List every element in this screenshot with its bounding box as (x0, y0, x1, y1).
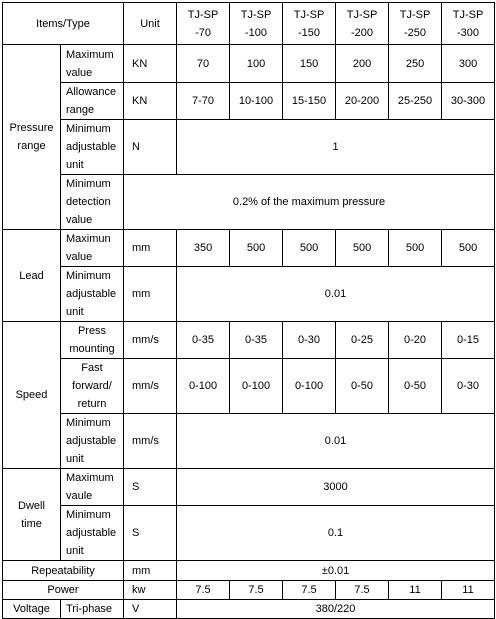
table-cell: 7-70 (177, 83, 230, 120)
table-row (3, 322, 495, 359)
table-cell: 11 (442, 581, 495, 600)
table-cell: 70 (177, 45, 230, 83)
merged-value-cell: 0.2% of the maximum pressure (124, 175, 495, 230)
table-row (3, 45, 495, 83)
merged-value-cell: 0.01 (177, 267, 495, 322)
table-cell: 0-100 (177, 359, 230, 414)
row-unit: S (124, 506, 177, 561)
group-pressure-range: Pressure range (3, 45, 61, 230)
row-unit: kw (124, 581, 177, 600)
table-cell: 0-30 (283, 322, 336, 359)
row-label: Maximum vaule (61, 469, 124, 506)
table-cell: 0-35 (230, 322, 283, 359)
table-cell: 0-20 (389, 322, 442, 359)
row-label-voltage: Voltage (3, 600, 61, 619)
table-cell: 7.5 (336, 581, 389, 600)
row-label-power: Power (3, 581, 124, 600)
table-cell: 7.5 (230, 581, 283, 600)
table-cell: 200 (336, 45, 389, 83)
table-row (3, 600, 495, 619)
row-label: Allowance range (61, 83, 124, 120)
table-row (3, 359, 495, 414)
table-cell: 30-300 (442, 83, 495, 120)
table-cell: 11 (389, 581, 442, 600)
table-cell: 250 (389, 45, 442, 83)
table-cell: 500 (283, 230, 336, 267)
table-cell: 0-100 (283, 359, 336, 414)
merged-value-cell: 3000 (177, 469, 495, 506)
row-unit: N (124, 120, 177, 175)
row-label: Maximum value (61, 45, 124, 83)
row-unit: mm/s (124, 322, 177, 359)
row-label: Minimum detection value (61, 175, 124, 230)
table-row (3, 175, 495, 230)
table-cell: 500 (230, 230, 283, 267)
table-cell: 0-30 (442, 359, 495, 414)
row-unit: mm (124, 561, 177, 581)
row-sublabel-tri-phase: Tri-phase (61, 600, 124, 619)
table-cell: 10-100 (230, 83, 283, 120)
table-cell: 0-25 (336, 322, 389, 359)
row-unit: V (124, 600, 177, 619)
table-row (3, 120, 495, 175)
header-model: TJ-SP -250 (389, 3, 442, 45)
table-cell: 500 (336, 230, 389, 267)
merged-value-cell: 380/220 (177, 600, 495, 619)
header-model: TJ-SP -300 (442, 3, 495, 45)
header-row (3, 3, 495, 45)
row-label: Fast forward/ return (61, 359, 124, 414)
table-row (3, 230, 495, 267)
table-cell: 0-35 (177, 322, 230, 359)
header-items-type: Items/Type (3, 3, 124, 45)
row-unit: KN (124, 45, 177, 83)
table-cell: 0-50 (336, 359, 389, 414)
table-row (3, 469, 495, 506)
table-cell: 500 (442, 230, 495, 267)
row-label: Maximun value (61, 230, 124, 267)
header-model: TJ-SP -200 (336, 3, 389, 45)
header-model: TJ-SP -150 (283, 3, 336, 45)
table-cell: 0-100 (230, 359, 283, 414)
row-label-repeatability: Repeatability (3, 561, 124, 581)
table-row (3, 561, 495, 581)
row-label: Minimum adjustable unit (61, 120, 124, 175)
row-unit: KN (124, 83, 177, 120)
merged-value-cell: 0.1 (177, 506, 495, 561)
table-cell: 0-50 (389, 359, 442, 414)
row-label: Minimum adjustable unit (61, 267, 124, 322)
table-cell: 350 (177, 230, 230, 267)
spec-table (2, 2, 495, 619)
merged-value-cell: 1 (177, 120, 495, 175)
table-cell: 150 (283, 45, 336, 83)
row-label: Minimum adjustable unit (61, 506, 124, 561)
table-cell: 7.5 (283, 581, 336, 600)
header-model: TJ-SP -100 (230, 3, 283, 45)
table-cell: 100 (230, 45, 283, 83)
table-row (3, 581, 495, 600)
header-unit: Unit (124, 3, 177, 45)
table-cell: 7.5 (177, 581, 230, 600)
group-speed: Speed (3, 322, 61, 469)
table-row (3, 414, 495, 469)
table-cell: 300 (442, 45, 495, 83)
row-unit: mm/s (124, 359, 177, 414)
group-lead: Lead (3, 230, 61, 322)
row-unit: mm (124, 230, 177, 267)
row-label: Minimum adjustable unit (61, 414, 124, 469)
table-cell: 25-250 (389, 83, 442, 120)
table-cell: 0-15 (442, 322, 495, 359)
table-row (3, 506, 495, 561)
merged-value-cell: 0.01 (177, 414, 495, 469)
table-row (3, 267, 495, 322)
row-label: Press mounting (61, 322, 124, 359)
header-model: TJ-SP -70 (177, 3, 230, 45)
table-row (3, 83, 495, 120)
row-unit: mm/s (124, 414, 177, 469)
table-cell: 20-200 (336, 83, 389, 120)
group-dwell-time: Dwell time (3, 469, 61, 561)
table-cell: 15-150 (283, 83, 336, 120)
row-unit: mm (124, 267, 177, 322)
row-unit: S (124, 469, 177, 506)
table-cell: 500 (389, 230, 442, 267)
merged-value-cell: ±0.01 (177, 561, 495, 581)
